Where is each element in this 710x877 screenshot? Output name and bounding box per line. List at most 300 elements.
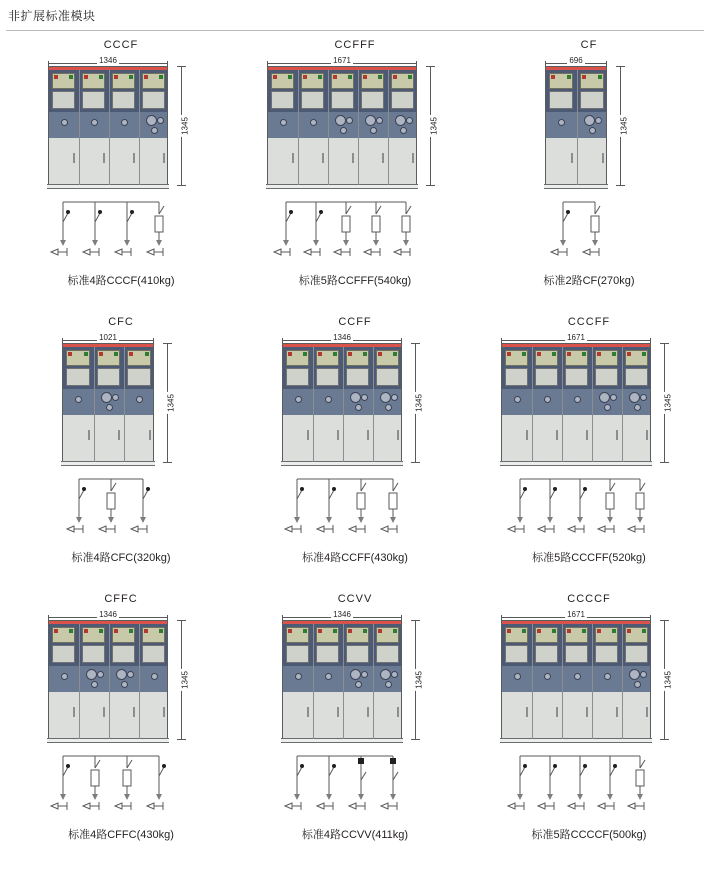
bay-indicator [625, 350, 648, 366]
single-line-schematic [545, 196, 633, 266]
height-dimension [404, 343, 426, 463]
operation-knob-small [61, 673, 68, 680]
operation-knob [101, 392, 112, 403]
module-card [238, 39, 472, 316]
operation-knob-small [91, 681, 98, 688]
panel-divider [298, 70, 299, 185]
operation-knob-small [325, 673, 332, 680]
operation-knob [350, 392, 361, 403]
height-dimension [609, 66, 631, 186]
operation-knob-small [121, 119, 128, 126]
bay-indicator [580, 73, 604, 89]
bay-indicator [595, 350, 618, 366]
panel-divider [79, 70, 80, 185]
operation-knob-small [604, 404, 611, 411]
module-card [4, 39, 238, 316]
bay-mimic-panel [565, 645, 588, 663]
door-handle [118, 430, 120, 440]
panel-divider [313, 624, 314, 739]
door-handle [526, 430, 528, 440]
panel-divider [562, 624, 563, 739]
width-dimension [282, 607, 428, 620]
cabinet-drawing [545, 66, 633, 186]
door-handle [556, 707, 558, 717]
bay-mimic-panel [580, 91, 604, 109]
cabinet-lower-panel [502, 692, 650, 739]
bay-indicator [391, 73, 414, 89]
width-value: 1671 [567, 610, 585, 619]
width-dimension [48, 53, 194, 66]
operation-knob [365, 115, 376, 126]
operation-knob [629, 669, 640, 680]
panel-divider [592, 347, 593, 462]
module-card [472, 316, 706, 593]
operation-knob-small [634, 681, 641, 688]
door-handle [149, 430, 151, 440]
height-value: 1345 [663, 671, 673, 689]
operation-knob-small [400, 127, 407, 134]
cabinet-base [61, 461, 155, 466]
width-dimension [545, 53, 633, 66]
door-handle [88, 430, 90, 440]
operation-knob-small [121, 681, 128, 688]
operation-knob [86, 669, 97, 680]
operation-knob-small [589, 127, 596, 134]
height-value: 1345 [663, 394, 673, 412]
bay-indicator [595, 627, 618, 643]
cabinet-lower-panel [502, 415, 650, 462]
operation-knob-small [61, 119, 68, 126]
bay-indicator [331, 73, 354, 89]
module-code: CCVV [337, 593, 373, 605]
cabinet-base [281, 738, 403, 743]
panel-divider [79, 624, 80, 739]
cabinet-base [266, 184, 418, 189]
width-dimension [62, 330, 180, 343]
door-handle [602, 153, 604, 163]
single-line-schematic [268, 196, 442, 266]
panel-divider [343, 624, 344, 739]
operation-knob [629, 392, 640, 403]
panel-divider [313, 347, 314, 462]
bay-mimic-panel [271, 91, 294, 109]
bay-mimic-panel [66, 368, 90, 386]
bay-indicator [271, 73, 294, 89]
module-code: CF [580, 39, 598, 51]
operation-knob-small [514, 673, 521, 680]
door-handle [307, 707, 309, 717]
module-caption: 标准2路CF(270kg) [543, 275, 635, 287]
cabinet-drawing [501, 343, 677, 463]
door-handle [307, 430, 309, 440]
cabinet-lower-panel [49, 692, 167, 739]
bay-mimic-panel [127, 368, 151, 386]
door-handle [73, 707, 75, 717]
height-dimension [653, 620, 675, 740]
bay-mimic-panel [286, 368, 309, 386]
width-value: 1346 [99, 56, 117, 65]
panel-divider [592, 624, 593, 739]
module-caption: 标准4路CFC(320kg) [71, 552, 171, 564]
panel-divider [139, 624, 140, 739]
operation-knob-small [604, 673, 611, 680]
width-dimension [48, 607, 194, 620]
panel-divider [532, 624, 533, 739]
bay-mimic-panel [625, 368, 648, 386]
single-line-schematic [45, 750, 197, 820]
operation-knob-small [295, 673, 302, 680]
bay-mimic-panel [142, 645, 165, 663]
door-handle [526, 707, 528, 717]
panel-divider [109, 70, 110, 185]
module-card [472, 593, 706, 870]
bay-mimic-panel [97, 368, 121, 386]
operation-knob-small [391, 671, 398, 678]
height-value: 1345 [414, 671, 424, 689]
bay-mimic-panel [361, 91, 384, 109]
cabinet-base [47, 738, 169, 743]
bay-indicator [82, 627, 105, 643]
width-value: 696 [569, 56, 583, 65]
module-card [238, 593, 472, 870]
module-card [4, 593, 238, 870]
operation-knob-small [280, 119, 287, 126]
bay-indicator [346, 350, 369, 366]
cabinet-base [47, 184, 169, 189]
width-value: 1671 [567, 333, 585, 342]
bay-indicator [346, 627, 369, 643]
cabinet-body [282, 620, 402, 740]
width-value: 1671 [333, 56, 351, 65]
bay-mimic-panel [535, 645, 558, 663]
bay-indicator [112, 73, 135, 89]
cabinet-base [500, 461, 652, 466]
operation-knob-small [151, 673, 158, 680]
operation-knob-small [376, 117, 383, 124]
bay-mimic-panel [82, 91, 105, 109]
door-handle [646, 707, 648, 717]
operation-knob-small [385, 681, 392, 688]
module-code: CCCCF [567, 593, 611, 605]
operation-knob-small [75, 396, 82, 403]
single-line-schematic [61, 473, 181, 543]
panel-divider [124, 347, 125, 462]
door-handle [616, 707, 618, 717]
bay-indicator [316, 627, 339, 643]
bay-mimic-panel [505, 645, 528, 663]
single-line-schematic [502, 750, 676, 820]
module-caption: 标准4路CCCF(410kg) [67, 275, 175, 287]
bay-mimic-panel [595, 368, 618, 386]
page-header [0, 0, 710, 30]
panel-divider [622, 624, 623, 739]
bay-mimic-panel [595, 645, 618, 663]
bay-indicator [505, 627, 528, 643]
door-handle [412, 153, 414, 163]
module-code: CCCF [103, 39, 139, 51]
height-dimension [404, 620, 426, 740]
operation-knob-small [325, 396, 332, 403]
operation-knob-small [361, 394, 368, 401]
door-handle [103, 707, 105, 717]
panel-divider [562, 347, 563, 462]
cabinet-body [545, 66, 607, 186]
module-caption: 标准5路CCCFF(520kg) [532, 552, 646, 564]
door-handle [337, 707, 339, 717]
operation-knob-small [634, 404, 641, 411]
bay-indicator [142, 73, 165, 89]
bay-indicator [286, 350, 309, 366]
door-handle [367, 430, 369, 440]
operation-knob-small [310, 119, 317, 126]
panel-divider [343, 347, 344, 462]
bay-mimic-panel [505, 368, 528, 386]
door-handle [133, 707, 135, 717]
cabinet-drawing [282, 620, 428, 740]
bay-indicator [361, 73, 384, 89]
operation-knob [380, 392, 391, 403]
operation-knob-small [346, 117, 353, 124]
height-dimension [170, 66, 192, 186]
panel-divider [622, 347, 623, 462]
door-handle [352, 153, 354, 163]
panel-divider [139, 70, 140, 185]
module-code: CFFC [104, 593, 138, 605]
height-dimension [170, 620, 192, 740]
height-value: 1345 [429, 117, 439, 135]
operation-knob [584, 115, 595, 126]
bay-indicator [535, 350, 558, 366]
operation-knob-small [595, 117, 602, 124]
operation-knob-small [514, 396, 521, 403]
height-value: 1345 [166, 394, 176, 412]
bay-mimic-panel [286, 645, 309, 663]
operation-knob-small [370, 127, 377, 134]
single-line-schematic [279, 750, 431, 820]
door-handle [292, 153, 294, 163]
door-handle [571, 153, 573, 163]
bay-mimic-panel [346, 368, 369, 386]
cabinet-base [544, 184, 608, 189]
module-code: CFC [108, 316, 134, 328]
single-line-schematic [279, 473, 431, 543]
bay-mimic-panel [82, 645, 105, 663]
bay-mimic-panel [565, 368, 588, 386]
operation-knob-small [151, 127, 158, 134]
cabinet-lower-panel [546, 138, 606, 185]
door-handle [586, 707, 588, 717]
bay-indicator [52, 73, 75, 89]
door-handle [163, 707, 165, 717]
operation-knob-small [558, 119, 565, 126]
door-handle [133, 153, 135, 163]
bay-mimic-panel [316, 645, 339, 663]
cabinet-body [48, 66, 168, 186]
operation-knob-small [385, 404, 392, 411]
bay-indicator [286, 627, 309, 643]
bay-indicator [625, 627, 648, 643]
panel-divider [373, 624, 374, 739]
bay-mimic-panel [112, 645, 135, 663]
cabinet-body [501, 343, 651, 463]
module-code: CCCFF [567, 316, 611, 328]
operation-knob-small [97, 671, 104, 678]
operation-knob-small [355, 681, 362, 688]
operation-knob-small [157, 117, 164, 124]
cabinet-body [267, 66, 417, 186]
operation-knob [116, 669, 127, 680]
bay-mimic-panel [301, 91, 324, 109]
door-handle [397, 430, 399, 440]
module-code: CCFF [338, 316, 372, 328]
operation-knob-small [91, 119, 98, 126]
height-dimension [156, 343, 178, 463]
height-value: 1345 [414, 394, 424, 412]
width-dimension [267, 53, 443, 66]
operation-knob-small [640, 394, 647, 401]
door-handle [367, 707, 369, 717]
bay-indicator [565, 350, 588, 366]
bay-indicator [127, 350, 151, 366]
operation-knob-small [106, 404, 113, 411]
panel-divider [577, 70, 578, 185]
module-caption: 标准4路CCVV(411kg) [301, 829, 409, 841]
panel-divider [358, 70, 359, 185]
width-value: 1346 [333, 610, 351, 619]
bay-indicator [66, 350, 90, 366]
bay-mimic-panel [549, 91, 573, 109]
panel-divider [532, 347, 533, 462]
panel-divider [109, 624, 110, 739]
bay-mimic-panel [52, 91, 75, 109]
cabinet-drawing [267, 66, 443, 186]
single-line-schematic [502, 473, 676, 543]
cabinet-lower-panel [283, 415, 401, 462]
operation-knob-small [340, 127, 347, 134]
cabinet-base [281, 461, 403, 466]
operation-knob [350, 669, 361, 680]
cabinet-mid-panel [49, 666, 167, 693]
height-value: 1345 [619, 117, 629, 135]
bay-indicator [549, 73, 573, 89]
door-handle [382, 153, 384, 163]
cabinet-body [501, 620, 651, 740]
width-dimension [282, 330, 428, 343]
bay-mimic-panel [331, 91, 354, 109]
operation-knob [380, 669, 391, 680]
door-handle [397, 707, 399, 717]
door-handle [73, 153, 75, 163]
bay-mimic-panel [376, 368, 399, 386]
height-value: 1345 [180, 117, 190, 135]
cabinet-drawing [282, 343, 428, 463]
module-card [4, 316, 238, 593]
operation-knob-small [610, 394, 617, 401]
operation-knob-small [355, 404, 362, 411]
width-dimension [501, 330, 677, 343]
width-value: 1346 [99, 610, 117, 619]
height-value: 1345 [180, 671, 190, 689]
single-line-schematic [45, 196, 197, 266]
cabinet-drawing [48, 620, 194, 740]
door-handle [586, 430, 588, 440]
operation-knob-small [640, 671, 647, 678]
bay-mimic-panel [52, 645, 75, 663]
operation-knob-small [406, 117, 413, 124]
cabinet-lower-panel [63, 415, 153, 462]
operation-knob-small [391, 394, 398, 401]
page-title: 非扩展标准模块 [8, 8, 96, 23]
door-handle [616, 430, 618, 440]
operation-knob [146, 115, 157, 126]
bay-indicator [376, 350, 399, 366]
bay-indicator [142, 627, 165, 643]
cabinet-body [48, 620, 168, 740]
cabinet-body [282, 343, 402, 463]
bay-mimic-panel [316, 368, 339, 386]
cabinet-body [62, 343, 154, 463]
operation-knob-small [112, 394, 119, 401]
width-value: 1346 [333, 333, 351, 342]
module-card [238, 316, 472, 593]
width-value: 1021 [99, 333, 117, 342]
bay-indicator [82, 73, 105, 89]
cabinet-drawing [48, 66, 194, 186]
operation-knob-small [295, 396, 302, 403]
width-dimension [501, 607, 677, 620]
bay-mimic-panel [142, 91, 165, 109]
operation-knob [395, 115, 406, 126]
height-dimension [419, 66, 441, 186]
bay-indicator [301, 73, 324, 89]
bay-mimic-panel [376, 645, 399, 663]
bay-mimic-panel [625, 645, 648, 663]
panel-divider [328, 70, 329, 185]
panel-divider [388, 70, 389, 185]
bay-indicator [535, 627, 558, 643]
cabinet-lower-panel [283, 692, 401, 739]
cabinet-base [500, 738, 652, 743]
module-caption: 标准5路CCCCF(500kg) [531, 829, 647, 841]
operation-knob [335, 115, 346, 126]
door-handle [322, 153, 324, 163]
operation-knob-small [574, 396, 581, 403]
module-caption: 标准4路CCFF(430kg) [302, 552, 408, 564]
module-caption: 标准5路CCFFF(540kg) [298, 275, 412, 287]
module-grid [0, 31, 710, 870]
bay-indicator [376, 627, 399, 643]
bay-indicator [97, 350, 121, 366]
door-handle [556, 430, 558, 440]
cabinet-lower-panel [268, 138, 416, 185]
door-handle [337, 430, 339, 440]
operation-knob-small [127, 671, 134, 678]
bay-indicator [565, 627, 588, 643]
bay-mimic-panel [535, 368, 558, 386]
height-dimension [653, 343, 675, 463]
bay-indicator [52, 627, 75, 643]
operation-knob [599, 392, 610, 403]
bay-mimic-panel [112, 91, 135, 109]
module-code: CCFFF [334, 39, 376, 51]
module-card [472, 39, 706, 316]
door-handle [646, 430, 648, 440]
bay-indicator [505, 350, 528, 366]
panel-divider [373, 347, 374, 462]
bay-indicator [316, 350, 339, 366]
operation-knob-small [544, 673, 551, 680]
bay-mimic-panel [391, 91, 414, 109]
